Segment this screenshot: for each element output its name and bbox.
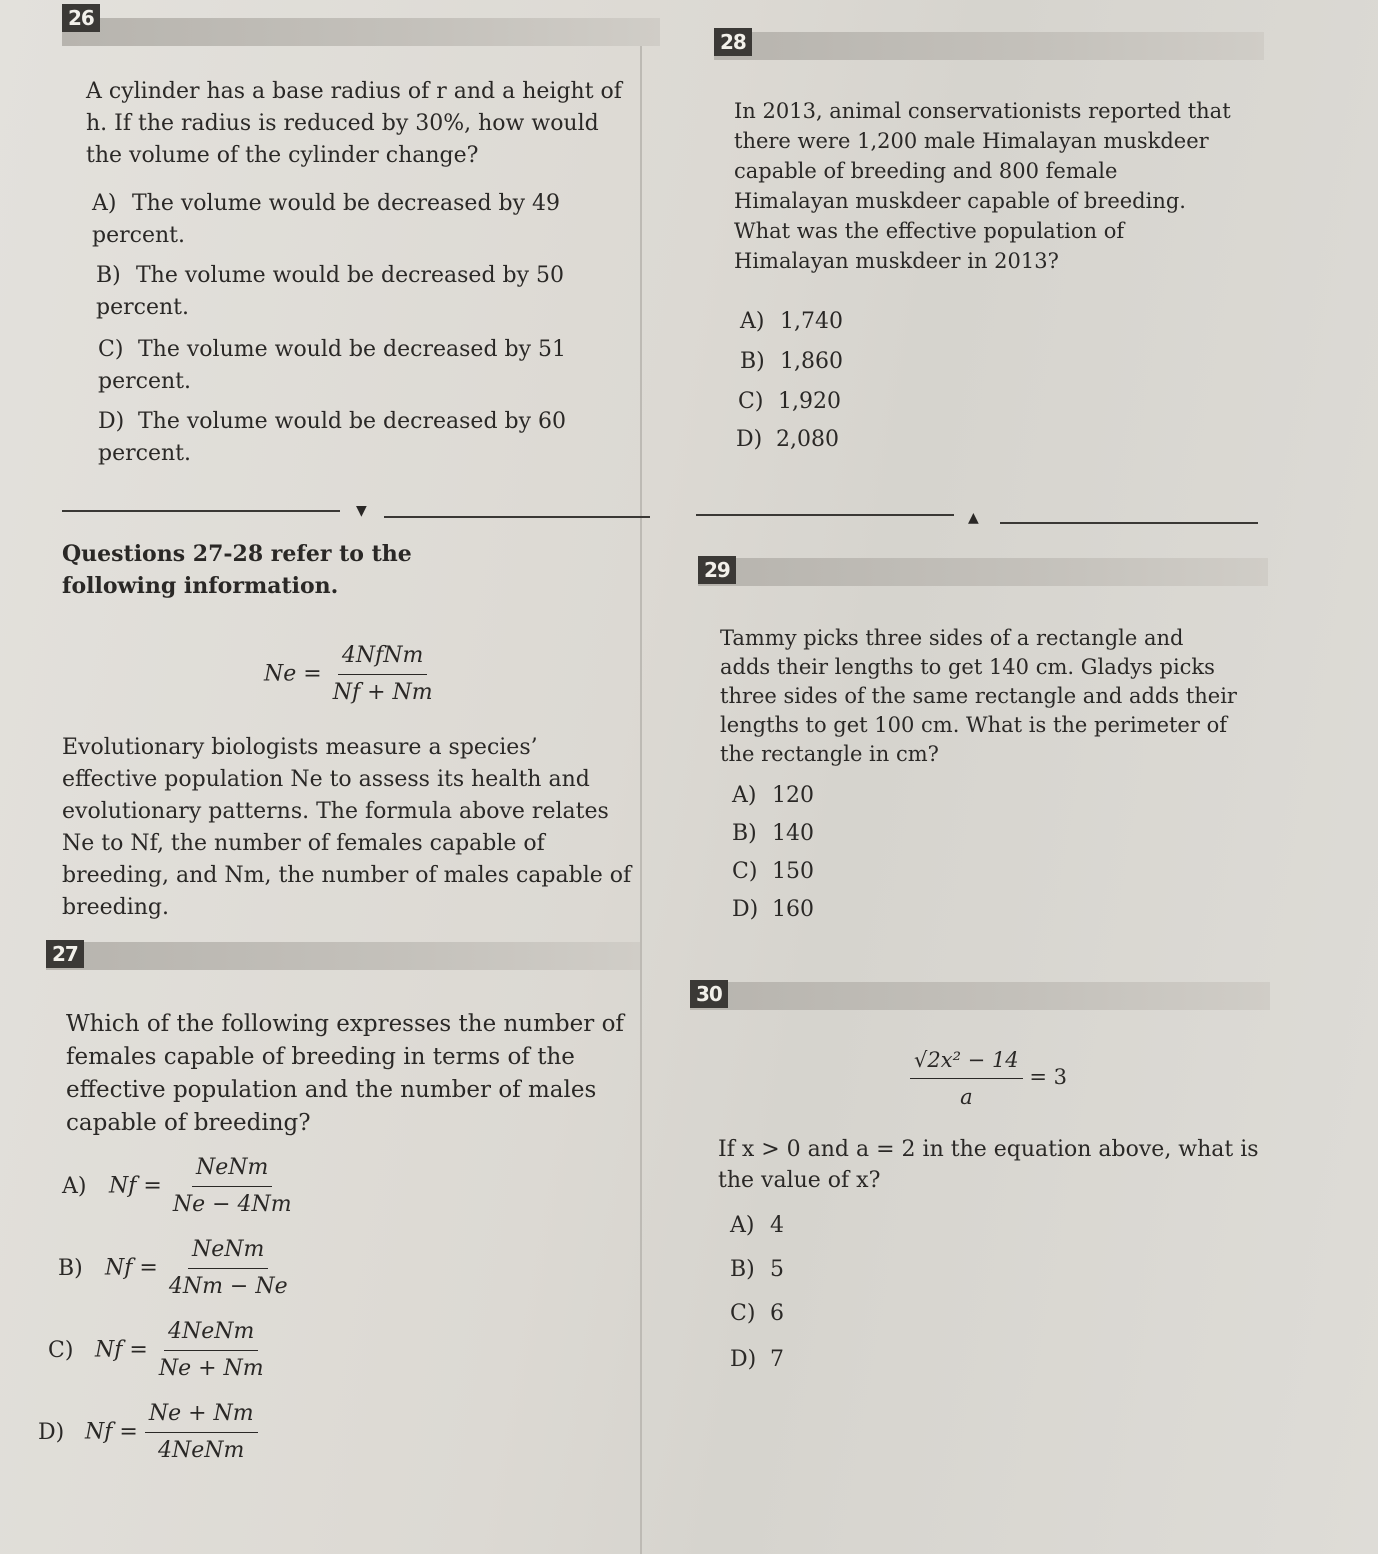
separator-right-b — [1000, 522, 1258, 524]
separator-right-a — [696, 514, 954, 516]
choice-text: 1,920 — [778, 389, 841, 414]
choice-letter: B) — [732, 821, 757, 846]
choice-text: The volume would be decreased by 60 percent. — [98, 409, 567, 466]
info-paragraph: Evolutionary biologists measure a species’ effective population Ne to assess its health and evolutionary patterns. The formula above relates Ne to Nf, the number of females capable of breeding, and Nm, the number of males capable of breeding. — [62, 735, 632, 920]
choice-numerator: NeNm — [192, 1152, 272, 1187]
question-26-stem: A cylinder has a base radius of r and a height of h. If the radius is reduced by 30%, how would the volume of the cylinder change? — [86, 79, 622, 168]
q27-choice-d[interactable] — [38, 1398, 258, 1467]
choice-denominator: Ne − 4Nm — [172, 1192, 292, 1217]
arrow-down-icon: ▼ — [356, 503, 367, 519]
question-27-stem: Which of the following expresses the number of females capable of breeding in terms of the effective population and the number of males capable of breeding? — [66, 1011, 624, 1136]
choice-letter: B) — [740, 349, 765, 374]
question-30-stem: If x > 0 and a = 2 in the equation above, what is the value of x? — [718, 1137, 1259, 1193]
choice-letter: A) — [732, 783, 757, 808]
choice-letter: A) — [740, 309, 765, 334]
choice-letter: C) — [48, 1337, 74, 1363]
formula-lhs: Ne = — [264, 661, 322, 687]
question-28-stem: In 2013, animal conservationists reported that there were 1,200 male Himalayan muskdeer capable of breeding and 800 female Himalayan muskdeer capable of breeding. What was the effective population of Himalayan muskdeer in 2013? — [734, 99, 1231, 273]
question-number-30: 30 — [690, 980, 728, 1008]
info-heading: Questions 27-28 refer to the following information. — [62, 541, 412, 599]
arrow-up-icon: ▲ — [968, 510, 979, 526]
info-formula — [264, 640, 437, 709]
q27-choice-a[interactable] — [62, 1152, 296, 1221]
choice-text: 150 — [772, 859, 814, 884]
choice-fraction — [145, 1398, 258, 1467]
choice-numerator: 4NeNm — [164, 1316, 258, 1351]
choice-numerator: Ne + Nm — [145, 1398, 258, 1433]
choice-text: The volume would be decreased by 50 percent. — [96, 263, 565, 320]
question-number-28: 28 — [714, 28, 752, 56]
q29-choice-a[interactable] — [732, 780, 814, 812]
question-number-27: 27 — [46, 940, 84, 968]
choice-letter: B) — [58, 1255, 83, 1281]
question-number-26: 26 — [62, 4, 100, 32]
equation-numerator: √2x² − 14 — [910, 1044, 1023, 1079]
choice-text: 4 — [770, 1213, 784, 1238]
choice-numerator: NeNm — [188, 1234, 268, 1269]
choice-text: 140 — [772, 821, 814, 846]
column-divider — [640, 20, 642, 1554]
choice-text: 2,080 — [776, 427, 839, 452]
choice-fraction — [155, 1316, 268, 1385]
choice-lhs: Nf = — [95, 1337, 148, 1363]
choice-text: The volume would be decreased by 49 percent. — [92, 191, 561, 248]
choice-letter: C) — [730, 1301, 756, 1326]
choice-text: 1,740 — [780, 309, 843, 334]
choice-lhs: Nf = — [105, 1255, 158, 1281]
q27-choice-c[interactable] — [48, 1316, 268, 1385]
choice-letter: D) — [732, 897, 759, 922]
choice-fraction — [169, 1152, 296, 1221]
choice-letter: C) — [732, 859, 758, 884]
choice-text: 160 — [772, 897, 814, 922]
q28-choice-a[interactable] — [740, 306, 843, 338]
q26-choice-b[interactable] — [96, 260, 616, 324]
choice-text: 5 — [770, 1257, 784, 1282]
choice-letter: C) — [98, 337, 124, 362]
equation-fraction — [910, 1044, 1023, 1113]
q29-choice-c[interactable] — [732, 856, 814, 888]
q29-choice-b[interactable] — [732, 818, 814, 850]
q30-choice-a[interactable] — [730, 1210, 784, 1242]
choice-letter: B) — [96, 263, 121, 288]
choice-text: 7 — [770, 1347, 784, 1372]
choice-lhs: Nf = — [85, 1419, 138, 1445]
choice-letter: B) — [730, 1257, 755, 1282]
q26-choice-d[interactable] — [98, 406, 618, 470]
choice-letter: A) — [92, 191, 117, 216]
question-29-stem: Tammy picks three sides of a rectangle and adds their lengths to get 140 cm. Gladys picks three sides of the same rectangle and adds their lengths to get 100 cm. What is the perimeter of the rectangle in cm? — [720, 626, 1237, 766]
q28-choice-c[interactable] — [738, 386, 841, 418]
choice-text: 6 — [770, 1301, 784, 1326]
q29-choice-d[interactable] — [732, 894, 814, 926]
q30-choice-d[interactable] — [730, 1344, 784, 1376]
equation-rhs: = 3 — [1029, 1065, 1067, 1089]
choice-fraction — [165, 1234, 292, 1303]
q26-choice-c[interactable] — [98, 334, 618, 398]
choice-denominator: 4Nm − Ne — [168, 1274, 288, 1299]
q30-choice-c[interactable] — [730, 1298, 784, 1330]
q26-choice-a[interactable] — [92, 188, 612, 252]
choice-letter: D) — [736, 427, 763, 452]
question-bar-27 — [46, 942, 640, 970]
q27-choice-b[interactable] — [58, 1234, 292, 1303]
choice-letter: D) — [98, 409, 125, 434]
q30-choice-b[interactable] — [730, 1254, 784, 1286]
choice-letter: A) — [730, 1213, 755, 1238]
formula-denominator: Nf + Nm — [332, 680, 433, 705]
choice-letter: C) — [738, 389, 764, 414]
formula-fraction — [329, 640, 437, 709]
separator-left-a — [62, 510, 340, 512]
question-number-29: 29 — [698, 556, 736, 584]
choice-text: 1,860 — [780, 349, 843, 374]
question-bar-29 — [698, 558, 1268, 586]
equation-denominator: a — [960, 1085, 973, 1109]
question-bar-26 — [62, 18, 660, 46]
choice-lhs: Nf = — [109, 1173, 162, 1199]
choice-denominator: Ne + Nm — [158, 1356, 264, 1381]
separator-left-b — [384, 516, 650, 518]
q28-choice-b[interactable] — [740, 346, 843, 378]
question-bar-28 — [714, 32, 1264, 60]
choice-text: 120 — [772, 783, 814, 808]
q28-choice-d[interactable] — [736, 424, 839, 456]
choice-letter: A) — [62, 1173, 87, 1199]
choice-letter: D) — [730, 1347, 757, 1372]
question-bar-30 — [690, 982, 1270, 1010]
choice-denominator: 4NeNm — [158, 1438, 245, 1463]
choice-letter: D) — [38, 1419, 65, 1445]
choice-text: The volume would be decreased by 51 percent. — [98, 337, 567, 394]
formula-numerator: 4NfNm — [338, 640, 428, 675]
question-30-equation — [910, 1044, 1067, 1113]
